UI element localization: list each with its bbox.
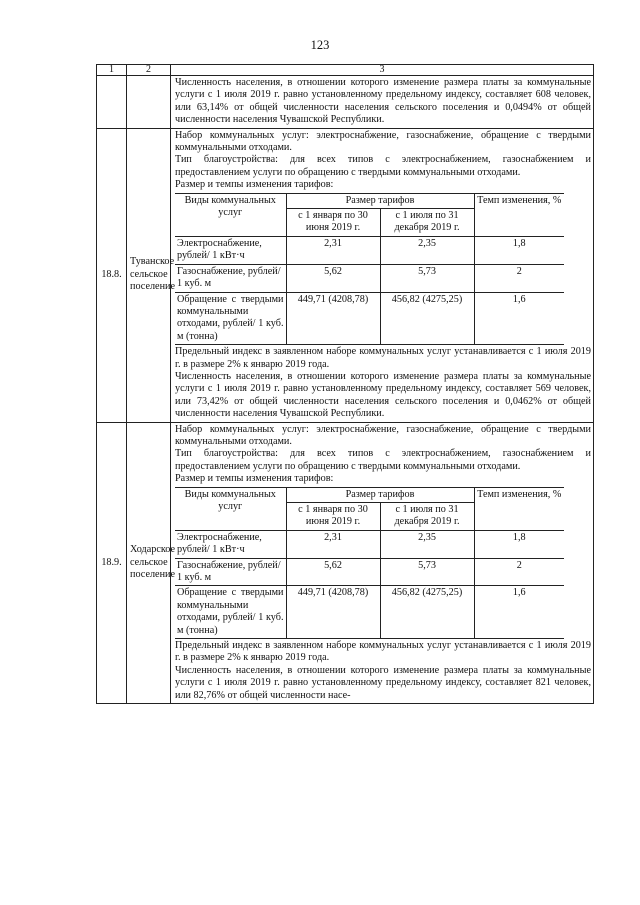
service-name: Обращение с твердыми коммунальными отходами, рублей/ 1 куб. м (тонна): [175, 292, 286, 345]
kind-header: Виды коммунальных услуг: [175, 487, 286, 530]
rate-value: 2: [474, 558, 564, 586]
rate-value: 2: [474, 264, 564, 292]
rate-value: 1,6: [474, 292, 564, 345]
column-number: 3: [171, 65, 594, 76]
tariff-value: 5,73: [380, 558, 474, 586]
service-name: Электроснабжение, рублей/ 1 кВт·ч: [175, 236, 286, 264]
size-header: Размер тарифов: [286, 193, 474, 208]
tariff-value: 5,73: [380, 264, 474, 292]
service-name: Электроснабжение, рублей/ 1 кВт·ч: [175, 530, 286, 558]
tariff-table: [175, 193, 564, 345]
period2-header: с 1 июля по 31 декабря 2019 г.: [380, 503, 474, 531]
limit-paragraph: Предельный индекс в заявленном наборе коммунальных услуг устанавливается с 1 июля 2019 г. в размере 2% к январю 2019 года.: [175, 640, 591, 664]
settlement-name: Туванское сельское поселение: [127, 128, 171, 422]
improvement-paragraph: Тип благоустройства: для всех типов с электроснабжением, газоснабжением и предоставлением услуги по обращению с твердыми коммунальными отходами.: [175, 448, 591, 472]
tariff-value: 2,35: [380, 530, 474, 558]
rate-header: Темп изменения, %: [474, 193, 564, 236]
tariff-row: [175, 264, 564, 292]
tariffs-title: Размер и темпы изменения тарифов:: [175, 473, 334, 485]
settlement-entry: [97, 128, 594, 422]
rate-value: 1,6: [474, 586, 564, 639]
tariff-row: [175, 292, 564, 345]
tariff-value: 2,31: [286, 530, 380, 558]
services-paragraph: Набор коммунальных услуг: электроснабжение, газоснабжение, обращение с твердыми коммунальными отходами.: [175, 423, 591, 447]
continuation-row: [97, 76, 594, 129]
entry-number: 18.8.: [97, 128, 127, 422]
column-numbers-row: [97, 65, 594, 76]
tariff-table: [175, 487, 564, 639]
tariff-row: [175, 586, 564, 639]
settlement-name: Ходарское сельское поселение: [127, 422, 171, 704]
tariff-value: 449,71 (4208,78): [286, 586, 380, 639]
settlement-entry: [97, 422, 594, 704]
rate-value: 1,8: [474, 236, 564, 264]
rate-header: Темп изменения, %: [474, 487, 564, 530]
services-paragraph: Набор коммунальных услуг: электроснабжение, газоснабжение, обращение с твердыми коммунальными отходами.: [175, 129, 591, 154]
tariff-value: 5,62: [286, 558, 380, 586]
period1-header: с 1 января по 30 июня 2019 г.: [286, 209, 380, 237]
service-name: Обращение с твердыми коммунальными отходами, рублей/ 1 куб. м (тонна): [175, 586, 286, 639]
population-paragraph: Численность населения, в отношении которого изменение размера платы за коммунальные услуги с 1 июля 2019 г. равно установленному предельному индексу, составляет 608 человек, или 63,14% от общей численности населения сельского поселения и 0,0494% от общей численности населения Чувашской Республики.: [175, 77, 591, 126]
tariff-row: [175, 558, 564, 586]
entry-number: 18.9.: [97, 422, 127, 704]
tariffs-title: Размер и темпы изменения тарифов:: [175, 179, 334, 191]
period2-header: с 1 июля по 31 декабря 2019 г.: [380, 209, 474, 237]
tariff-value: 456,82 (4275,25): [380, 292, 474, 345]
population-paragraph: Численность населения, в отношении которого изменение размера платы за коммунальные услуги с 1 июля 2019 г. равно установленному предельному индексу, составляет 569 человек, или 73,42% от общей численности населения сельского поселения и 0,0462% от общей численности населения Чувашской Республики.: [175, 370, 591, 420]
tariff-value: 2,31: [286, 236, 380, 264]
limit-paragraph: Предельный индекс в заявленном наборе коммунальных услуг устанавливается с 1 июля 2019 г. в размере 2% к январю 2019 года.: [175, 346, 591, 370]
tariff-row: [175, 236, 564, 264]
tariff-document-table: [96, 64, 594, 704]
period1-header: с 1 января по 30 июня 2019 г.: [286, 503, 380, 531]
column-number: 1: [97, 65, 127, 76]
page-number: 123: [310, 38, 330, 52]
tariff-row: [175, 530, 564, 558]
kind-header: Виды коммунальных услуг: [175, 193, 286, 236]
tariff-value: 2,35: [380, 236, 474, 264]
population-paragraph: Численность населения, в отношении которого изменение размера платы за коммунальные услуги с 1 июля 2019 г. равно установленному предельному индексу, составляет 821 человек, или 82,76% от общей численности насе-: [175, 664, 591, 701]
service-name: Газоснабжение, рублей/ 1 куб. м: [175, 264, 286, 292]
column-number: 2: [127, 65, 171, 76]
improvement-paragraph: Тип благоустройства: для всех типов с электроснабжением, газоснабжением и предоставлением услуги по обращению с твердыми коммунальными отходами.: [175, 154, 591, 178]
tariff-value: 5,62: [286, 264, 380, 292]
service-name: Газоснабжение, рублей/ 1 куб. м: [175, 558, 286, 586]
rate-value: 1,8: [474, 530, 564, 558]
tariff-value: 449,71 (4208,78): [286, 292, 380, 345]
tariff-value: 456,82 (4275,25): [380, 586, 474, 639]
size-header: Размер тарифов: [286, 487, 474, 502]
